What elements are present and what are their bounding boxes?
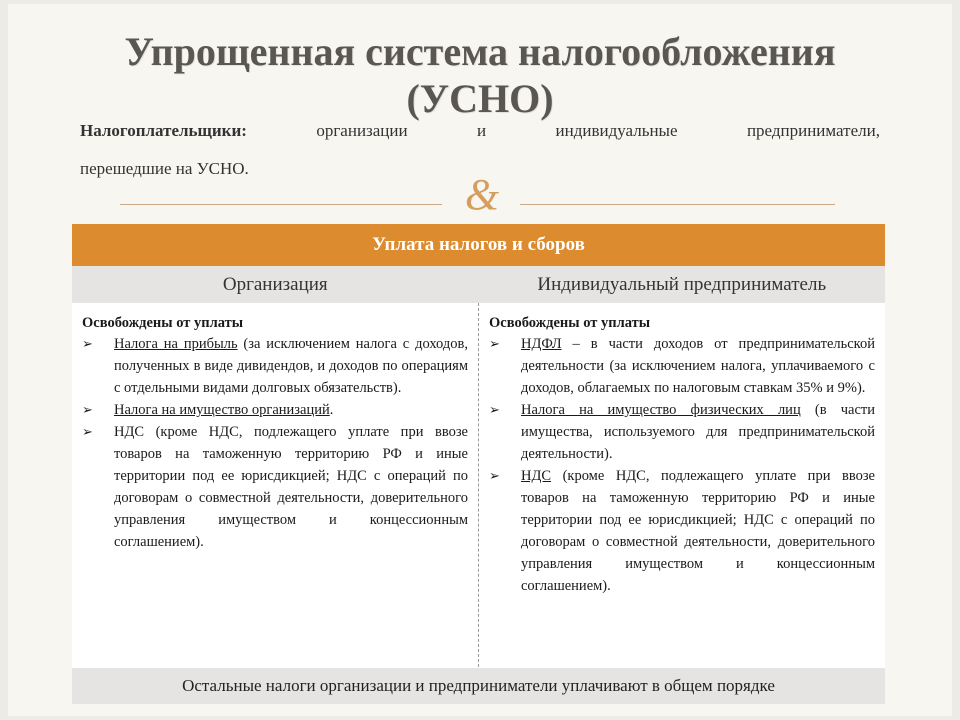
tax-details: (кроме НДС, подлежащего уплате при ввозе товаров на таможенную территорию РФ и иные территории под ее юрисдикцией; НДС с операций по договорам о совместной деятельности, доверительного управления имуществом и концессионным соглашением). <box>521 468 875 594</box>
tax-name: Налога на прибыль <box>114 336 238 352</box>
intro-line <box>80 121 880 141</box>
arrow-bullet-icon: ➢ <box>82 424 93 439</box>
column-entrepreneur <box>479 303 885 667</box>
list-item <box>489 465 875 597</box>
tax-name: Налога на имущество организаций <box>114 402 330 418</box>
arrow-bullet-icon: ➢ <box>82 336 93 351</box>
intro-label: Налогоплательщики: <box>80 121 247 140</box>
tax-details: НДС (кроме НДС, подлежащего уплате при ввозе товаров на таможенную территорию РФ и иные территории под ее юрисдикцией; НДС с операций по договорам о совместной деятельности, доверительного управления имуществом и концессионным соглашением). <box>114 424 468 550</box>
tax-details: (в части имущества, используемого для предпринимательской деятельности). <box>521 402 875 462</box>
list-item <box>82 333 468 399</box>
tax-name: НДФЛ <box>521 336 562 352</box>
list-item <box>489 333 875 399</box>
table-subheader <box>72 266 885 303</box>
page-title: Упрощенная система налогообложения <box>124 29 836 74</box>
column-title-entrepreneur: Индивидуальный предприниматель <box>537 274 827 295</box>
divider-right <box>520 204 835 205</box>
list-item <box>489 399 875 465</box>
table-body <box>72 303 885 667</box>
table-header: Уплата налогов и сборов <box>72 224 885 266</box>
tax-details: – в части доходов от предпринимательской деятельности (за исключением налога, уплачиваемого с доходов, облагаемых по налоговым ставкам 35% и 9%). <box>521 336 875 396</box>
tax-table <box>72 224 885 704</box>
arrow-bullet-icon: ➢ <box>489 402 500 417</box>
tax-details: (за исключением налога с доходов, полученных в виде дивидендов, и доходов по операциям с отдельными видами долговых обязательств). <box>114 336 468 396</box>
tax-name: НДС <box>521 468 552 484</box>
column-heading: Освобождены от уплаты <box>82 315 244 331</box>
ornament-icon: & <box>464 170 500 219</box>
list-item <box>82 399 468 421</box>
table-footer: Остальные налоги организации и предприниматели уплачивают в общем порядке <box>72 667 885 704</box>
tax-details: . <box>329 402 334 418</box>
column-title-organization: Организация <box>222 274 328 295</box>
list-item <box>82 421 468 553</box>
arrow-bullet-icon: ➢ <box>489 336 500 351</box>
arrow-bullet-icon: ➢ <box>489 468 500 483</box>
tax-name: Налога на имущество физических лиц <box>521 402 801 418</box>
column-heading: Освобождены от уплаты <box>489 315 651 331</box>
intro-word: и <box>477 121 487 140</box>
intro-word: предприниматели, <box>746 121 880 140</box>
page-title-abbreviation: (УСНО) <box>406 76 554 121</box>
intro-word: организации <box>316 121 408 140</box>
intro-line-2: перешедшие на УСНО. <box>80 159 249 178</box>
divider-left <box>120 204 442 205</box>
arrow-bullet-icon: ➢ <box>82 402 93 417</box>
column-organization <box>72 303 479 667</box>
intro-word: индивидуальные <box>555 121 678 140</box>
